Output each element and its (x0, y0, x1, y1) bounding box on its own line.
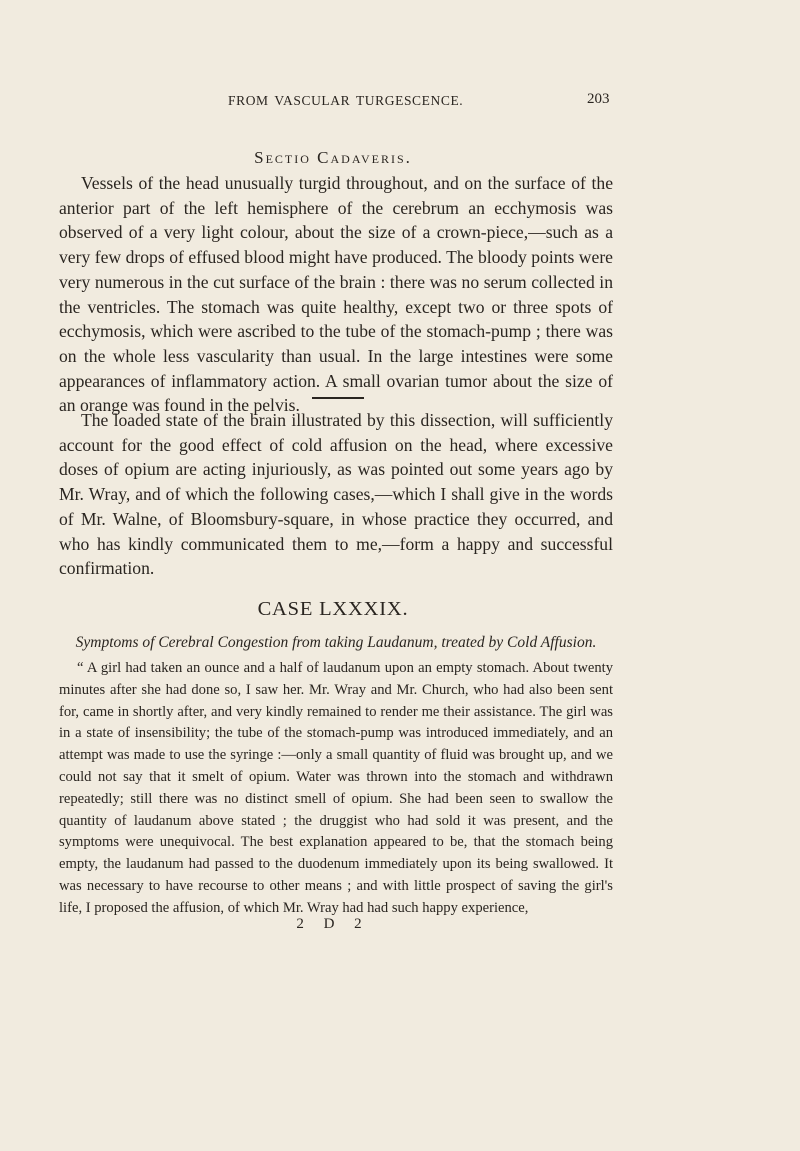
body-paragraph: The loaded state of the brain illustrated by this dissection, will sufficiently account for the good effect of cold affusion on the head, where excessive doses of opium are acting injuriously, as was pointed out some years ago by Mr. Wray, and of which the following cases,—which I shall give in the words of Mr. Walne, of Bloomsbury-square, in whose practice they occurred, and who has kindly communicated them to me,—form a happy and successful confirmation. (59, 410, 613, 579)
section-divider (312, 397, 364, 399)
signature-mark: 2 D 2 (296, 916, 370, 932)
case-paragraph: “ A girl had taken an ounce and a half of laudanum upon an empty stomach. About twenty minutes after she had done so, I saw her. Mr. Wray and Mr. Church, who had also been sent for, came in shortly after, and very kindly remained to render me their assistance. The girl was in a state of insensibility; the tube of the stomach-pump was introduced immediately, and an attempt was made to use the syringe :—only a small quantity of fluid was brought up, and we could not say that it smelt of opium. Water was thrown into the stomach and withdrawn repeatedly; still there was no distinct smell of opium. She had been seen to swallow the quantity of laudanum above stated ; the druggist who had sold it was present, and the symptoms were unequivocal. The best explanation appeared to be, that the stomach being empty, the laudanum had passed to the duodenum immediately upon its being swallowed. It was necessary to have recourse to other means ; and with little prospect of saving the girl's life, I proposed the affusion, of which Mr. Wray had had such happy experience, (59, 660, 613, 916)
page-number: 203 (587, 91, 610, 107)
running-head: FROM VASCULAR TURGESCENCE. (228, 93, 464, 108)
body-paragraph: Vessels of the head unusually turgid throughout, and on the surface of the anterior part of the left hemisphere of the cerebrum an ecchymosis was observed of a very light colour, about the size of a crown-piece,—such as a very few drops of effused blood might have produced. The bloody points were very numerous in the cut surface of the brain : there was no serum collected in the ventricles. The stomach was quite healthy, except two or three spots of ecchymosis, which were ascribed to the tube of the stomach-pump ; there was on the whole less vascularity than usual. In the large intestines were some appearances of inflammatory action. A small ovarian tumor about the size of an orange was found in the pelvis. (59, 173, 613, 416)
section-heading: Sectio Cadaveris. (254, 148, 412, 167)
case-heading: CASE LXXXIX. (257, 598, 409, 620)
case-subtitle: Symptoms of Cerebral Congestion from taking Laudanum, treated by Cold Affusion. (75, 634, 597, 651)
